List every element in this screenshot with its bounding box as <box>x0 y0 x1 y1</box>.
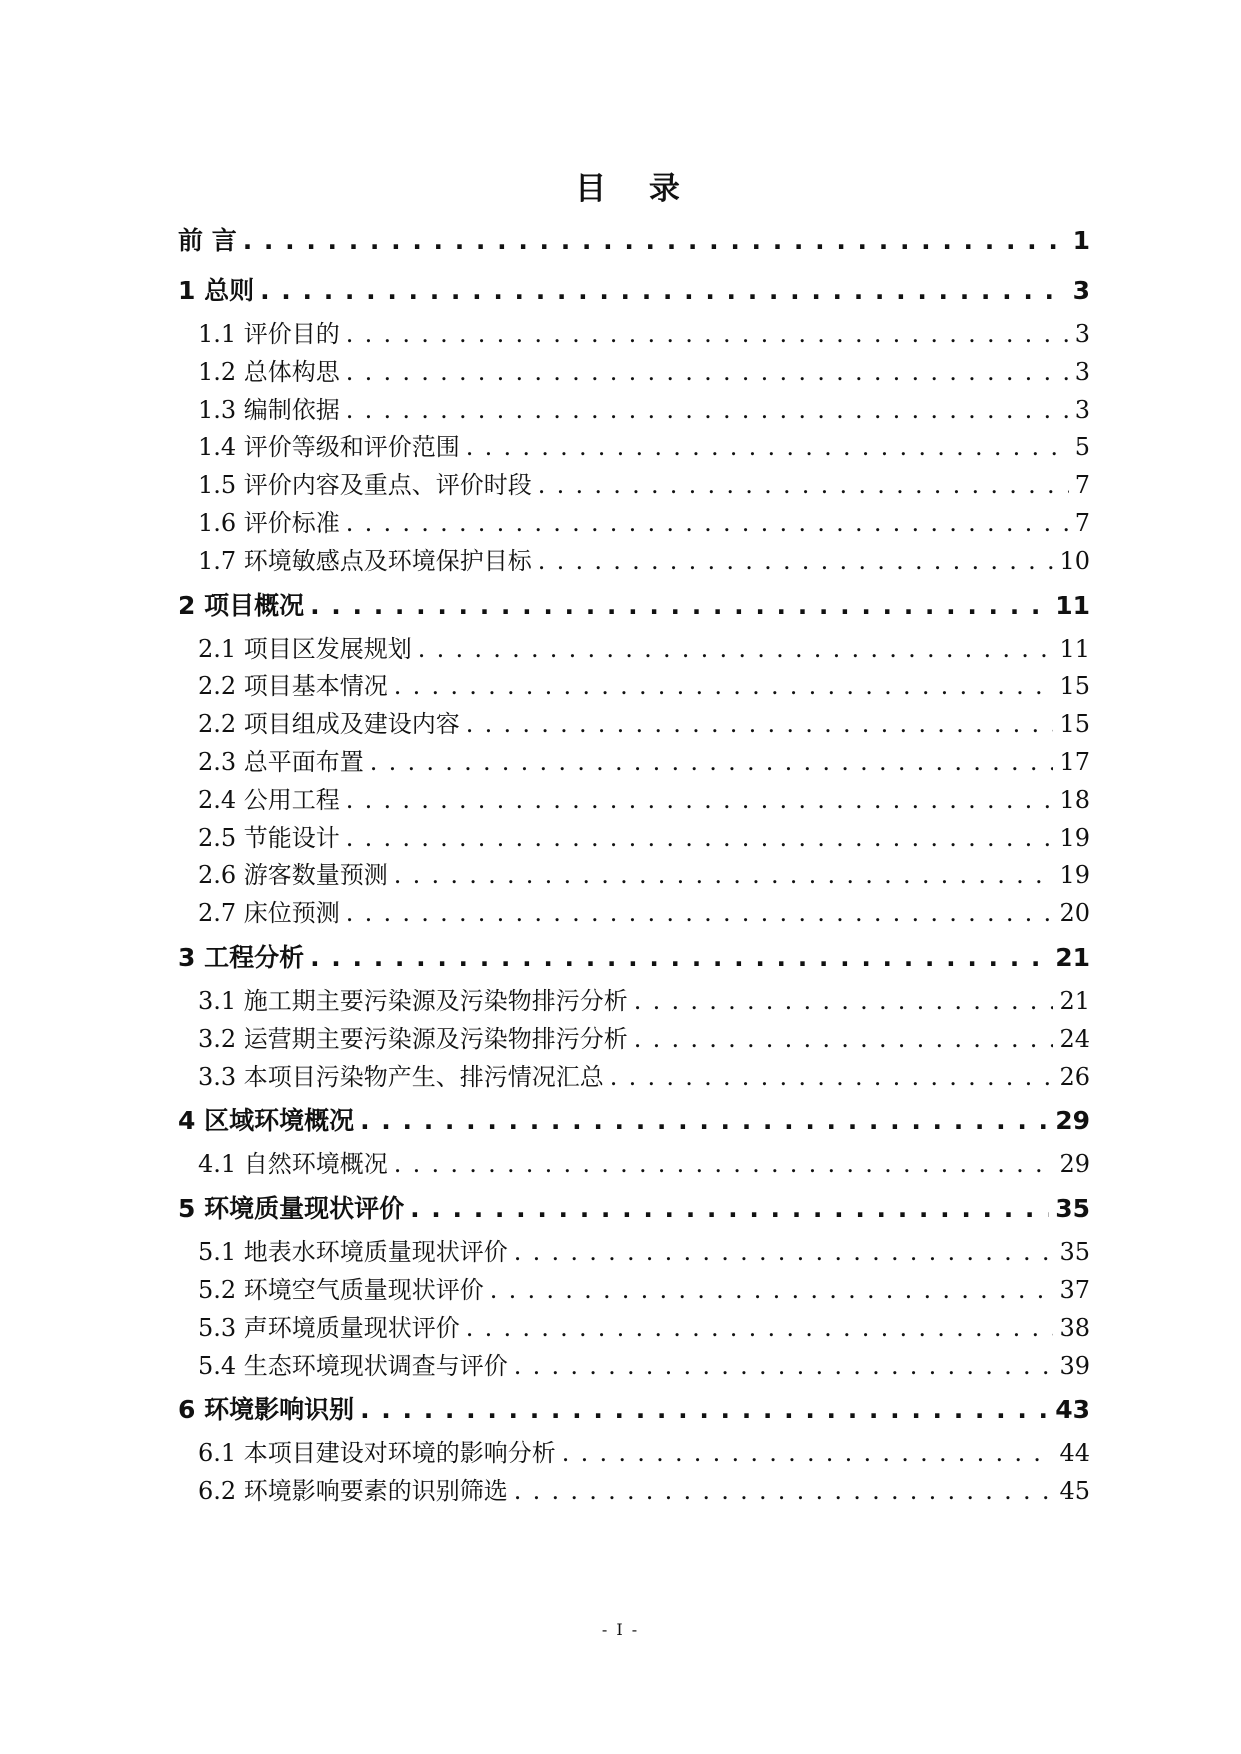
toc-entry-label: 5.3 声环境质量现状评价 <box>198 1313 460 1342</box>
toc-leader-dots <box>360 1385 1049 1435</box>
toc-entry-label: 2.5 节能设计 <box>198 823 340 852</box>
toc-leader-dots <box>538 467 1069 505</box>
toc-leader-dots <box>346 392 1069 430</box>
toc-entry-page-number: 17 <box>1059 747 1090 776</box>
toc-title: 目 录 <box>575 171 696 207</box>
toc-leader-dots <box>346 316 1069 354</box>
toc-leader-dots <box>346 820 1054 858</box>
toc-leader-dots <box>466 1310 1054 1348</box>
toc-entry-label: 1.2 总体构思 <box>198 357 340 386</box>
toc-entry-page-number: 11 <box>1055 590 1090 620</box>
toc-entry-label: 6 环境影响识别 <box>178 1395 355 1425</box>
toc-entry-label: 1 总则 <box>178 276 255 305</box>
toc-leader-dots <box>418 631 1054 669</box>
toc-leader-dots <box>346 782 1054 820</box>
toc-leader-dots <box>490 1272 1054 1310</box>
toc-entry-page-number: 21 <box>1059 986 1090 1015</box>
toc-entry-label: 2.2 项目组成及建设内容 <box>198 710 460 739</box>
toc-entry-label: 3.1 施工期主要污染源及污染物排污分析 <box>198 986 628 1015</box>
toc-leader-dots <box>466 706 1054 744</box>
toc-entry-label: 2.7 床位预测 <box>198 899 340 928</box>
toc-entry-page-number: 3 <box>1072 276 1090 305</box>
toc-section-entry[interactable] <box>178 1021 1090 1059</box>
toc-section-entry[interactable] <box>178 505 1090 543</box>
toc-entry-page-number: 29 <box>1055 1106 1090 1136</box>
toc-entry-page-number: 10 <box>1059 546 1090 575</box>
toc-section-entry[interactable] <box>178 1348 1090 1386</box>
toc-leader-dots <box>466 429 1069 467</box>
toc-chapter-entry[interactable] <box>178 266 1090 316</box>
toc-section-entry[interactable] <box>178 392 1090 430</box>
toc-entry-page-number: 19 <box>1059 823 1090 852</box>
toc-entry-label: 5 环境质量现状评价 <box>178 1194 405 1224</box>
toc-section-entry[interactable] <box>178 895 1090 933</box>
toc-entry-page-number: 24 <box>1059 1024 1090 1053</box>
toc-entry-label: 4 区域环境概况 <box>178 1106 355 1136</box>
toc-entry-label: 1.7 环境敏感点及环境保护目标 <box>198 546 532 575</box>
toc-entry-page-number: 35 <box>1055 1194 1090 1224</box>
toc-entry-page-number: 29 <box>1059 1150 1090 1179</box>
toc-entry-page-number: 15 <box>1059 710 1090 739</box>
toc-section-entry[interactable] <box>178 1146 1090 1184</box>
toc-leader-dots <box>243 216 1067 266</box>
toc-entry-label: 5.4 生态环境现状调查与评价 <box>198 1351 508 1380</box>
toc-section-entry[interactable] <box>178 857 1090 895</box>
toc-section-entry[interactable] <box>178 1234 1090 1272</box>
toc-entry-label: 1.3 编制依据 <box>198 395 340 424</box>
toc-leader-dots <box>410 1184 1049 1234</box>
toc-leader-dots <box>538 543 1054 581</box>
toc-entry-page-number: 20 <box>1059 899 1090 928</box>
toc-section-entry[interactable] <box>178 782 1090 820</box>
toc-section-entry[interactable] <box>178 706 1090 744</box>
toc-entry-label: 1.5 评价内容及重点、评价时段 <box>198 471 532 500</box>
toc-section-entry[interactable] <box>178 354 1090 392</box>
toc-entry-page-number: 26 <box>1059 1062 1090 1091</box>
toc-entry-label: 2.6 游客数量预测 <box>198 861 388 890</box>
toc-leader-dots <box>394 668 1054 706</box>
toc-section-entry[interactable] <box>178 631 1090 669</box>
toc-leader-dots <box>394 857 1054 895</box>
toc-entry-label: 1.6 评价标准 <box>198 508 340 537</box>
toc-leader-dots <box>634 983 1054 1021</box>
toc-entry-page-number: 3 <box>1074 357 1090 386</box>
toc-leader-dots <box>394 1146 1054 1184</box>
toc-section-entry[interactable] <box>178 467 1090 505</box>
toc-leader-dots <box>514 1348 1054 1386</box>
toc-entry-page-number: 21 <box>1055 942 1090 972</box>
toc-leader-dots <box>360 1096 1049 1146</box>
toc-entry-page-number: 7 <box>1074 471 1090 500</box>
toc-leader-dots <box>346 505 1069 543</box>
toc-leader-dots <box>370 744 1054 782</box>
toc-leader-dots <box>514 1473 1054 1511</box>
toc-entry-page-number: 44 <box>1059 1439 1090 1468</box>
toc-entry-page-number: 1 <box>1072 226 1090 255</box>
toc-chapter-entry[interactable] <box>178 216 1090 266</box>
toc-chapter-entry[interactable] <box>178 1096 1090 1146</box>
page-number: - I - <box>601 1620 640 1639</box>
toc-entry-label: 5.2 环境空气质量现状评价 <box>198 1275 484 1304</box>
toc-entry-page-number: 18 <box>1059 785 1090 814</box>
toc-chapter-entry[interactable] <box>178 1385 1090 1435</box>
toc-entry-label: 3.3 本项目污染物产生、排污情况汇总 <box>198 1062 604 1091</box>
toc-entry-label: 2.3 总平面布置 <box>198 747 364 776</box>
toc-entry-label: 3.2 运营期主要污染源及污染物排污分析 <box>198 1024 628 1053</box>
toc-section-entry[interactable] <box>178 983 1090 1021</box>
toc-section-entry[interactable] <box>178 744 1090 782</box>
toc-entry-page-number: 19 <box>1059 861 1090 890</box>
table-of-contents <box>178 216 1090 1511</box>
toc-entry-label: 4.1 自然环境概况 <box>198 1150 388 1179</box>
toc-section-entry[interactable] <box>178 668 1090 706</box>
toc-entry-label: 2.2 项目基本情况 <box>198 672 388 701</box>
toc-leader-dots <box>562 1435 1054 1473</box>
toc-chapter-entry[interactable] <box>178 581 1090 631</box>
toc-entry-page-number: 3 <box>1074 320 1090 348</box>
toc-section-entry[interactable] <box>178 1272 1090 1310</box>
toc-entry-label: 6.1 本项目建设对环境的影响分析 <box>198 1439 556 1468</box>
toc-entry-page-number: 35 <box>1059 1238 1090 1267</box>
toc-section-entry[interactable] <box>178 1310 1090 1348</box>
toc-section-entry[interactable] <box>178 316 1090 354</box>
toc-entry-page-number: 43 <box>1055 1395 1090 1425</box>
toc-entry-label: 2 项目概况 <box>178 590 305 620</box>
toc-leader-dots <box>634 1021 1054 1059</box>
toc-leader-dots <box>514 1234 1054 1272</box>
toc-leader-dots <box>310 933 1049 983</box>
toc-entry-label: 前 言 <box>178 226 237 255</box>
toc-section-entry[interactable] <box>178 1473 1090 1511</box>
toc-entry-page-number: 11 <box>1059 634 1090 663</box>
toc-section-entry[interactable] <box>178 429 1090 467</box>
toc-entry-label: 5.1 地表水环境质量现状评价 <box>198 1238 508 1267</box>
toc-entry-label: 2.4 公用工程 <box>198 785 340 814</box>
toc-entry-label: 1.4 评价等级和评价范围 <box>198 433 460 462</box>
toc-entry-page-number: 3 <box>1074 395 1090 424</box>
toc-leader-dots <box>310 581 1049 631</box>
toc-leader-dots <box>610 1059 1054 1097</box>
toc-section-entry[interactable] <box>178 820 1090 858</box>
toc-leader-dots <box>260 266 1066 316</box>
toc-entry-page-number: 39 <box>1059 1351 1090 1380</box>
toc-section-entry[interactable] <box>178 543 1090 581</box>
toc-entry-label: 6.2 环境影响要素的识别筛选 <box>198 1477 508 1506</box>
toc-chapter-entry[interactable] <box>178 933 1090 983</box>
toc-chapter-entry[interactable] <box>178 1184 1090 1234</box>
toc-leader-dots <box>346 354 1069 392</box>
toc-entry-label: 3 工程分析 <box>178 942 305 972</box>
toc-entry-page-number: 7 <box>1074 508 1090 537</box>
toc-entry-label: 1.1 评价目的 <box>198 320 340 348</box>
toc-leader-dots <box>346 895 1054 933</box>
toc-section-entry[interactable] <box>178 1435 1090 1473</box>
toc-section-entry[interactable] <box>178 1059 1090 1097</box>
toc-entry-label: 2.1 项目区发展规划 <box>198 634 412 663</box>
toc-entry-page-number: 5 <box>1074 433 1090 462</box>
toc-entry-page-number: 15 <box>1059 672 1090 701</box>
toc-entry-page-number: 37 <box>1059 1275 1090 1304</box>
toc-entry-page-number: 38 <box>1059 1313 1090 1342</box>
toc-entry-page-number: 45 <box>1059 1477 1090 1506</box>
